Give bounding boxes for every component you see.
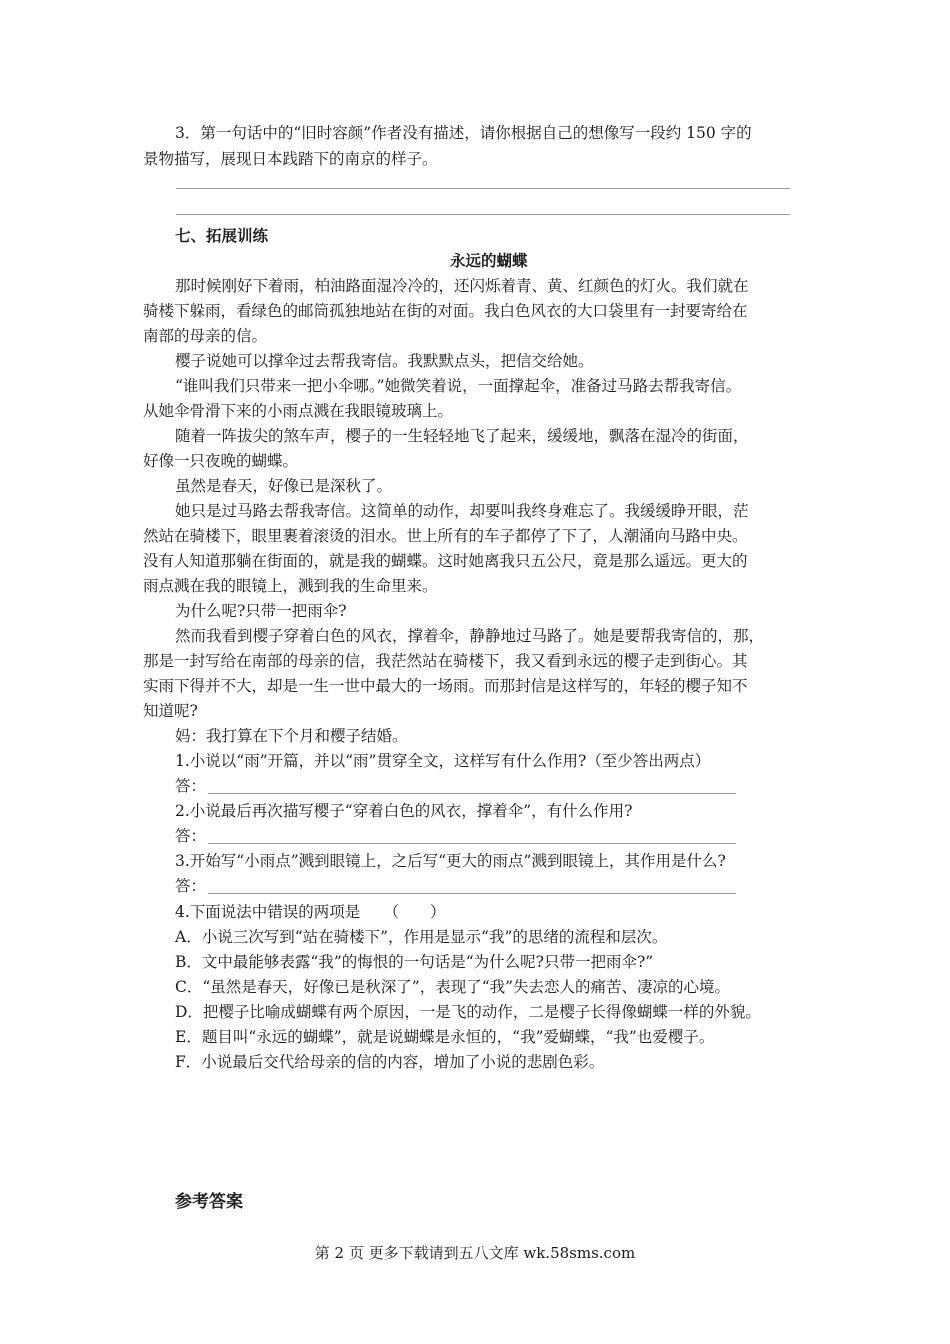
- reference-answers-heading: 参考答案: [175, 1192, 243, 1212]
- option-c: C．“虽然是春天，好像已是秋深了”，表现了“我”失去恋人的痛苦、凄凉的心境。: [175, 978, 731, 996]
- story-title: 永远的蝴蝶: [450, 251, 528, 270]
- section-heading: 七、拓展训练: [175, 226, 269, 245]
- story-paragraph-2: 樱子说她可以撑伞过去帮我寄信。我默默点头，把信交给她。: [175, 352, 594, 370]
- answer-input-line: [208, 877, 736, 894]
- story-paragraph-7: 为什么呢?只带一把雨伞?: [175, 602, 347, 620]
- prev-question-3-line-1: 3．第一句话中的“旧时容颜”作者没有描述，请你根据自己的想像写一段约 150 字的: [175, 124, 752, 142]
- story-paragraph-4-line-1: 随着一阵拔尖的煞车声，樱子的一生轻轻地飞了起来，缓缓地，飘落在湿冷的街面，: [175, 427, 749, 445]
- answer-label: 答：: [175, 877, 207, 895]
- story-paragraph-1-line-3: 南部的母亲的信。: [143, 327, 268, 345]
- option-b: B．文中最能够表露“我”的悔恨的一句话是“为什么呢?只带一把雨伞?”: [175, 953, 654, 971]
- story-paragraph-9: 妈：我打算在下个月和樱子结婚。: [175, 727, 408, 745]
- story-paragraph-3-line-2: 从她伞骨滑下来的小雨点溅在我眼镜玻璃上。: [143, 402, 454, 420]
- question-4: 4.下面说法中错误的两项是 （ ）: [175, 903, 446, 921]
- question-3: 3.开始写“小雨点”溅到眼镜上，之后写“更大的雨点”溅到眼镜上，其作用是什么?: [175, 852, 726, 870]
- question-2: 2.小说最后再次描写樱子“穿着白色的风衣，撑着伞”，有什么作用?: [175, 802, 633, 820]
- answer-label: 答：: [175, 827, 207, 845]
- story-paragraph-8-line-1: 然而我看到樱子穿着白色的风衣，撑着伞，静静地过马路了。她是要帮我寄信的，那，: [175, 627, 765, 645]
- answer-input-line: [208, 827, 736, 844]
- answer-label: 答：: [175, 777, 207, 795]
- option-d: D．把樱子比喻成蝴蝶有两个原因，一是飞的动作，二是樱子长得像蝴蝶一样的外貌。: [175, 1003, 761, 1021]
- writing-line-2: [176, 214, 790, 215]
- story-paragraph-8-line-2: 那是一封写给在南部的母亲的信，我茫然站在骑楼下，我又看到永远的樱子走到街心。其: [143, 652, 748, 670]
- story-paragraph-1-line-1: 那时候刚好下着雨，柏油路面湿冷冷的，还闪烁着青、黄、红颜色的灯火。我们就在: [175, 277, 749, 295]
- prev-question-3-line-2: 景物描写，展现日本践踏下的南京的样子。: [143, 150, 438, 168]
- story-paragraph-5: 虽然是春天，好像已是深秋了。: [175, 477, 393, 495]
- story-paragraph-6-line-2: 然站在骑楼下，眼里裹着滚烫的泪水。世上所有的车子都停了下了，人潮涌向马路中央。: [143, 527, 748, 545]
- story-paragraph-1-line-2: 骑楼下躲雨，看绿色的邮筒孤独地站在街的对面。我白色风衣的大口袋里有一封要寄给在: [143, 302, 748, 320]
- story-paragraph-6-line-1: 她只是过马路去帮我寄信。这简单的动作，却要叫我终身难忘了。我缓缓睁开眼，茫: [175, 502, 749, 520]
- answer-input-line: [208, 777, 736, 794]
- option-e: E．题目叫“永远的蝴蝶”，就是说蝴蝶是永恒的，“我”爱蝴蝶，“我”也爱樱子。: [175, 1028, 715, 1046]
- story-paragraph-6-line-3: 没有人知道那躺在街面的，就是我的蝴蝶。这时她离我只五公尺，竟是那么遥远。更大的: [143, 552, 748, 570]
- answer-row-1: [175, 774, 736, 798]
- story-paragraph-8-line-4: 知道呢?: [143, 702, 198, 720]
- option-f: F．小说最后交代给母亲的信的内容，增加了小说的悲剧色彩。: [175, 1053, 605, 1071]
- story-paragraph-6-line-4: 雨点溅在我的眼镜上，溅到我的生命里来。: [143, 577, 438, 595]
- question-1: 1.小说以“雨”开篇，并以“雨”贯穿全文，这样写有什么作用?（至少答出两点）: [175, 752, 711, 770]
- writing-line-1: [176, 188, 790, 189]
- answer-row-3: [175, 874, 736, 898]
- story-paragraph-3-line-1: “谁叫我们只带来一把小伞哪。”她微笑着说，一面撑起伞，准备过马路去帮我寄信。: [175, 377, 742, 395]
- story-paragraph-8-line-3: 实雨下得并不大，却是一生一世中最大的一场雨。而那封信是这样写的，年轻的樱子知不: [143, 677, 748, 695]
- story-paragraph-4-line-2: 好像一只夜晚的蝴蝶。: [143, 452, 299, 470]
- page-footer: 第 2 页 更多下载请到五八文库 wk.58sms.com: [314, 1244, 636, 1262]
- option-a: A．小说三次写到“站在骑楼下”，作用是显示“我”的思绪的流程和层次。: [175, 928, 668, 946]
- answer-row-2: [175, 824, 736, 848]
